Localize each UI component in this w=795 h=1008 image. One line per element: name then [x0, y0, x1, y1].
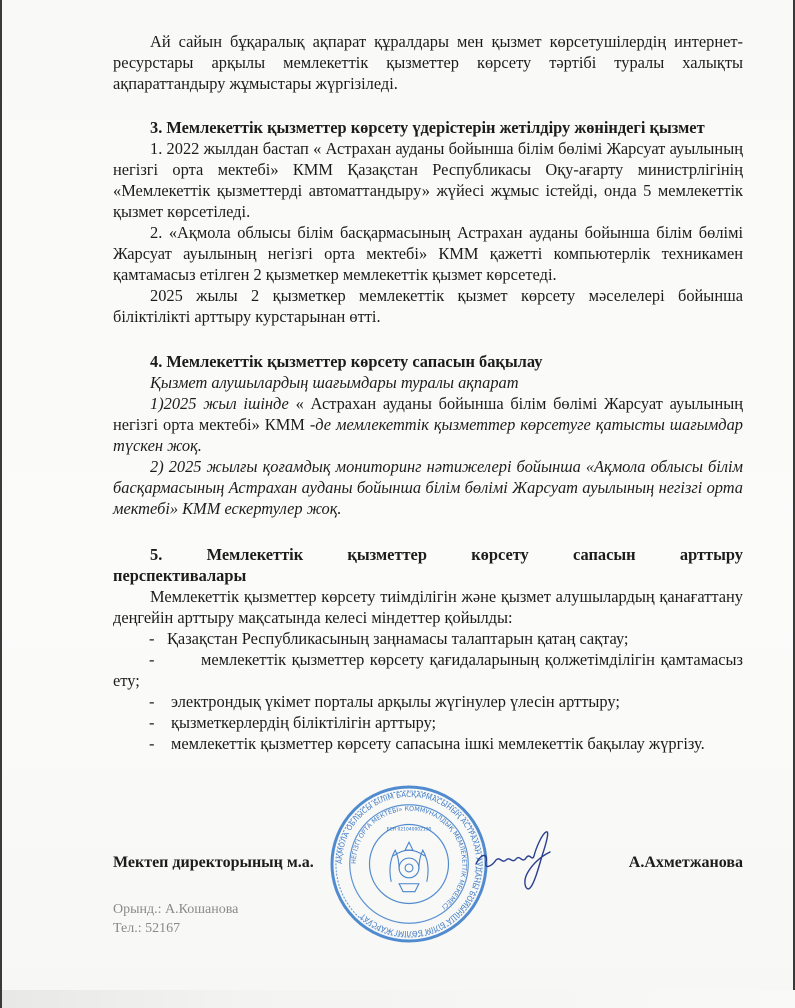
section-5-intro: Мемлекеттік қызметтер көрсету тиімділігін және қызмет алушылардың қанағаттану деңгейін арттыру мақсатында келесі міндеттер қойылды: [113, 587, 743, 627]
svg-text:НЕГІЗГІ ОРТА МЕКТЕБІ» КОММУНАЛ: НЕГІЗГІ ОРТА МЕКТЕБІ» КОММУНАЛДЫҚ МЕМЛЕКЕТТІК МЕКЕМЕСІ [350, 805, 468, 911]
section-3-title: 3. Мемлекеттік қызметтер көрсету үдерістерін жетілдіру жөніндегі қызмет [150, 118, 705, 137]
svg-text:АҚМОЛА ОБЛЫСЫ БІЛІМ БАСҚАРМАСЫ: АҚМОЛА ОБЛЫСЫ БІЛІМ БАСҚАРМАСЫНЫҢ АСТРАХАН АУДАНЫ БОЙЫНША БІЛІМ БӨЛІМІ ЖАРСУАТ [334, 789, 484, 939]
section-4-p1-italic-start: 1)2025 жыл ішінде [150, 394, 289, 413]
section-4-title: 4. Мемлекеттік қызметтер көрсету сапасын бақылау [150, 352, 543, 371]
section-3-paragraph-2: 2. «Ақмола облысы білім басқармасының Астрахан ауданы бойынша білім бөлімі Жарсуат ауылының негізгі орта мектебі» КММ қажетті компьютерлік техникамен қамтамасыз етілген 2 қызметкер мемлекеттік қызмет көрсетеді. [113, 223, 743, 284]
section-5-title-line-1: 5. Мемлекеттік қызметтер көрсету сапасын арттыру [150, 545, 743, 564]
signatory-title: Мектеп директорының м.а. [113, 854, 314, 871]
section-4-paragraph-1 [113, 393, 743, 456]
intro-paragraph: Ай сайын бұқаралық ақпарат құралдары мен қызмет көрсетушілердің интернет-ресурстары арқылы мемлекеттік қызметтер көрсету тәртібі туралы халықты ақпараттандыру жұмыстары жүргізіледі. [113, 32, 743, 93]
document-body [113, 31, 743, 754]
svg-text:БСН 021040002190: БСН 021040002190 [386, 827, 432, 833]
task-item: - электрондық үкімет порталы арқылы жүгінулер үлесін арттыру; [113, 691, 743, 712]
signatory-name: А.Ахметжанова [628, 854, 743, 871]
executor-name: Орынд.: А.Кошанова [113, 902, 239, 917]
section-4-p1-italic-end: -де мемлекеттік қызметтер көрсетуге қатысты шағымдар түскен жоқ. [113, 415, 743, 455]
scan-edge [2, 990, 795, 1008]
section-5-task-list [113, 628, 743, 754]
section-4-p1-regular: « Астрахан ауданы бойынша білім бөлімі Жарсуат ауылының негізгі орта мектебі» КММ [113, 394, 743, 434]
official-stamp [330, 785, 488, 943]
section-4-subtitle: Қызмет алушылардың шағымдары туралы ақпарат [150, 373, 519, 392]
section-4-paragraph-2: 2) 2025 жылғы қоғамдық мониторинг нәтижелері бойынша «Ақмола облысы білім басқармасының Астрахан ауданы бойынша білім бөлімі Жарсуат ауылының негізгі орта мектебі» КММ ескертулер жоқ. [113, 457, 743, 518]
executor-phone: Тел.: 52167 [113, 921, 181, 936]
section-3-paragraph-1: 1. 2022 жылдан бастап « Астрахан ауданы бойынша білім бөлімі Жарсуат ауылының негізгі орта мектебі» КММ Қазақстан Республикасы Оқу-ағарту министрлігінің «Мемлекеттік қызметтерді автоматтандыру» жүйесі жұмыс істейді, онда 5 мемлекеттік қызмет көрсетіледі. [113, 139, 743, 221]
section-3-paragraph-3: 2025 жылы 2 қызметкер мемлекеттік қызмет көрсету мәселелері бойынша біліктілікті арттыру курстарынан өтті. [113, 286, 743, 326]
task-item: - мемлекеттік қызметтер көрсету сапасына ішкі мемлекеттік бақылау жүргізу. [113, 733, 743, 754]
task-item-continuation: - қызметкерлердің біліктілігін арттыру; [113, 712, 743, 733]
executor-info [113, 900, 238, 938]
task-item: - Қазақстан Республикасының заңнамасы талаптарын қатаң сақтау; [113, 628, 743, 649]
task-item-text: - мемлекеттік қызметтер көрсету қағидаларының қолжетімділігін қамтамасыз ету; [113, 650, 743, 690]
task-item [113, 649, 743, 691]
section-5-title-line-2: перспективалары [113, 566, 247, 585]
handwritten-signature [472, 826, 562, 896]
